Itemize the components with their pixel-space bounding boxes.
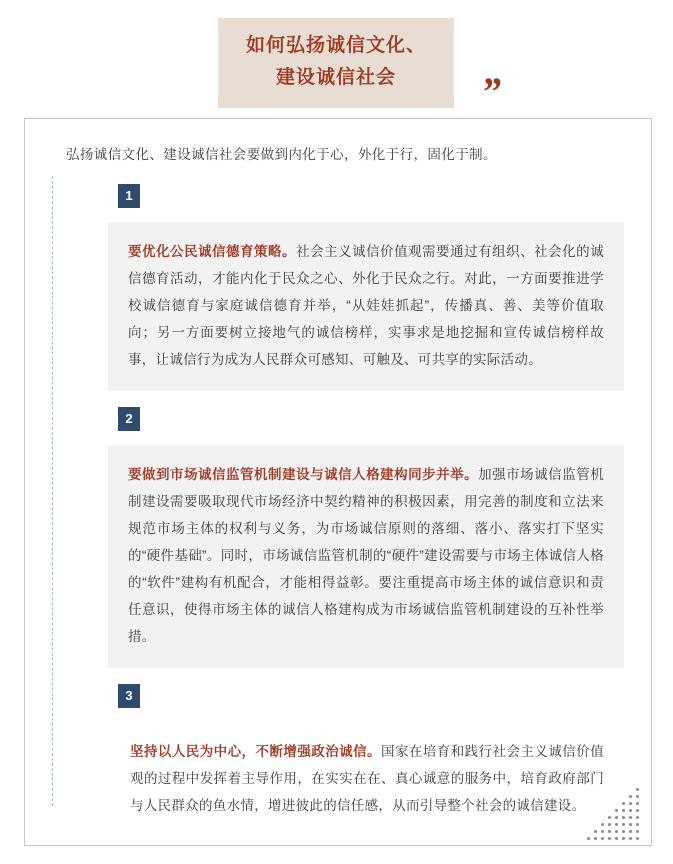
section-2-lead: 要做到市场诚信监管机制建设与诚信人格建构同步并举。: [128, 467, 479, 482]
section-1-number: 1: [118, 184, 140, 208]
title-line-2: 建设诚信社会: [275, 67, 396, 88]
intro-paragraph: 弘扬诚信文化、建设诚信社会要做到内化于心，外化于行，固化于制。: [66, 147, 497, 162]
section-2-number: 2: [118, 407, 140, 431]
section-2: [46, 407, 636, 668]
section-3-number: 3: [118, 684, 140, 708]
section-3-body: 国家在培育和践行社会主义诚信价值观的过程中发挥着主导作用，在实实在在、真心诚意的服务中，培育政府部门与人民群众的鱼水情，增进彼此的信任感，从而引导整个社会的诚信建设。: [130, 744, 604, 813]
article-content: [46, 128, 636, 837]
section-3-lead: 坚持以人民为中心，不断增强政治诚信。: [130, 744, 382, 759]
dot-pattern-decoration: [587, 788, 643, 846]
quote-mark-icon: ”: [481, 69, 503, 114]
section-1-lead: 要优化公民诚信德育策略。: [128, 244, 297, 259]
section-3: [46, 684, 636, 837]
section-2-panel: [108, 445, 624, 668]
section-1-panel: [108, 222, 624, 391]
section-1-body: 社会主义诚信价值观需要通过有组织、社会化的诚信德育活动，才能内化于民众之心、外化于民众之行。对此，一方面要推进学校诚信德育与家庭诚信德育并举，“从娃娃抓起”，传播真、善、美等价值取向；另一方面要树立接地气的诚信榜样，实事求是地挖掘和宣传诚信榜样故事，让诚信行为成为人民群众可感知、可触及、可共享的实际活动。: [128, 244, 604, 367]
section-1: [46, 184, 636, 391]
section-3-panel: [108, 722, 624, 837]
section-3-badge-row: [82, 684, 636, 708]
document-title-block: [218, 18, 454, 108]
section-2-body: 加强市场诚信监管机制建设需要吸取现代市场经济中契约精神的积极因素，用完善的制度和立法来规范市场主体的权利与义务，为市场诚信原则的落细、落小、落实打下坚实的“硬件基础”。同时，市场诚信监管机制的“硬件”建设需要与市场主体诚信人格的“软件”建构有机配合，才能相得益彰。要注重提高市场主体的诚信意识和责任意识，使得市场主体的诚信人格建构成为市场诚信监管机制建设的互补性举措。: [128, 467, 605, 644]
section-1-badge-row: [82, 184, 636, 208]
title-line-1: 如何弘扬诚信文化、: [245, 35, 426, 56]
section-2-badge-row: [82, 407, 636, 431]
